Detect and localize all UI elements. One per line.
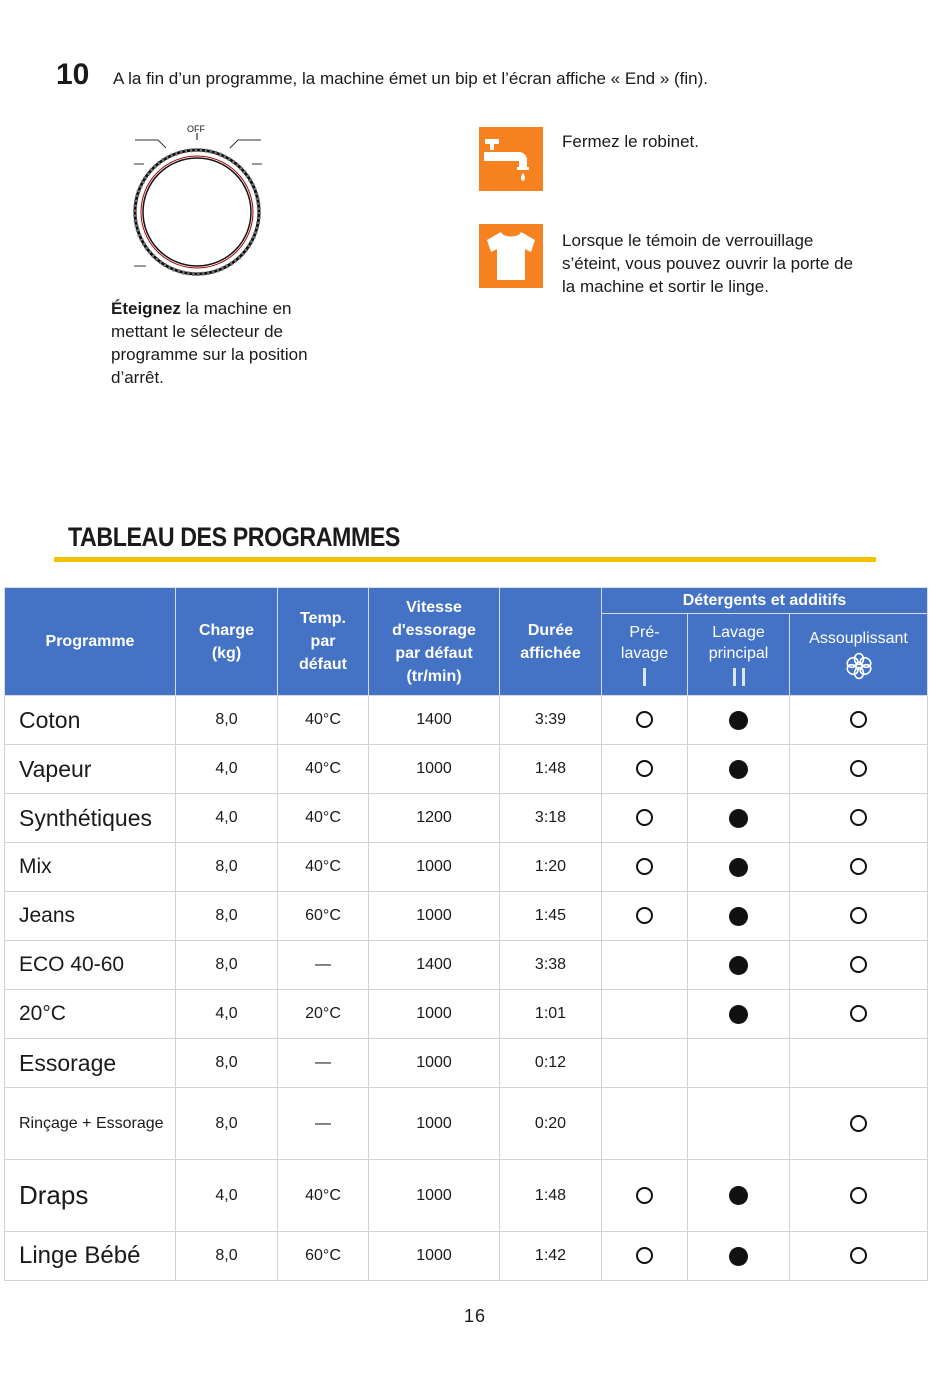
softener-cell bbox=[790, 1039, 928, 1088]
temp-cell: 40°C bbox=[278, 843, 369, 892]
speed-cell: 1000 bbox=[369, 990, 500, 1039]
speed-cell: 1000 bbox=[369, 1160, 500, 1232]
optional-circle-icon bbox=[850, 1247, 867, 1264]
programme-name: Vapeur bbox=[5, 745, 176, 794]
duration-cell: 1:48 bbox=[500, 1160, 602, 1232]
speed-cell: 1200 bbox=[369, 794, 500, 843]
col-header-softener: Assouplissant bbox=[790, 614, 928, 696]
duration-cell: 1:42 bbox=[500, 1232, 602, 1281]
tap-message: Fermez le robinet. bbox=[562, 132, 699, 151]
step-text: A la fin d’un programme, la machine émet un bip et l’écran affiche « End » (fin). bbox=[113, 69, 709, 88]
charge-cell: 4,0 bbox=[176, 1160, 278, 1232]
softener-cell bbox=[790, 990, 928, 1039]
temp-cell: 40°C bbox=[278, 745, 369, 794]
optional-circle-icon bbox=[850, 760, 867, 777]
duration-cell: 1:01 bbox=[500, 990, 602, 1039]
softener-cell bbox=[790, 941, 928, 990]
table-row bbox=[5, 990, 928, 1039]
optional-circle-icon bbox=[636, 760, 653, 777]
required-dot-icon bbox=[729, 809, 748, 828]
main-cell bbox=[688, 843, 790, 892]
temp-cell: — bbox=[278, 1088, 369, 1160]
main-cell bbox=[688, 892, 790, 941]
table-row bbox=[5, 941, 928, 990]
shirt-icon bbox=[479, 224, 543, 288]
optional-circle-icon bbox=[636, 1247, 653, 1264]
temp-cell: 40°C bbox=[278, 696, 369, 745]
duration-cell: 3:39 bbox=[500, 696, 602, 745]
table-row bbox=[5, 1160, 928, 1232]
program-table-body bbox=[5, 696, 928, 1281]
required-dot-icon bbox=[729, 907, 748, 926]
duration-cell: 3:38 bbox=[500, 941, 602, 990]
softener-cell bbox=[790, 745, 928, 794]
programme-name: Essorage bbox=[5, 1039, 176, 1088]
temp-cell: 40°C bbox=[278, 794, 369, 843]
step-number: 10 bbox=[56, 58, 90, 91]
charge-cell: 8,0 bbox=[176, 696, 278, 745]
prewash-cell bbox=[602, 990, 688, 1039]
optional-circle-icon bbox=[636, 711, 653, 728]
programme-name: ECO 40-60 bbox=[5, 941, 176, 990]
temp-cell: — bbox=[278, 941, 369, 990]
required-dot-icon bbox=[729, 760, 748, 779]
required-dot-icon bbox=[729, 858, 748, 877]
required-dot-icon bbox=[729, 956, 748, 975]
temp-cell: 60°C bbox=[278, 892, 369, 941]
softener-cell bbox=[790, 1160, 928, 1232]
speed-cell: 1400 bbox=[369, 941, 500, 990]
col-header-mainwash: Lavage principal bbox=[688, 614, 790, 696]
programme-name: Draps bbox=[5, 1160, 176, 1232]
prewash-cell bbox=[602, 1232, 688, 1281]
main-cell bbox=[688, 1160, 790, 1232]
charge-cell: 8,0 bbox=[176, 1039, 278, 1088]
prewash-cell bbox=[602, 794, 688, 843]
table-row bbox=[5, 892, 928, 941]
speed-cell: 1000 bbox=[369, 1039, 500, 1088]
prewash-cell bbox=[602, 696, 688, 745]
door-message: Lorsque le témoin de verrouillage s’éteint, vous pouvez ouvrir la porte de la machine et sortir le linge. bbox=[562, 231, 854, 296]
temp-cell: 20°C bbox=[278, 990, 369, 1039]
programme-name: 20°C bbox=[5, 990, 176, 1039]
temp-cell: 60°C bbox=[278, 1232, 369, 1281]
table-row bbox=[5, 1088, 928, 1160]
main-cell bbox=[688, 745, 790, 794]
section-title: TABLEAU DES PROGRAMMES bbox=[68, 522, 400, 552]
softener-cell bbox=[790, 892, 928, 941]
duration-cell: 3:18 bbox=[500, 794, 602, 843]
table-row bbox=[5, 1232, 928, 1281]
required-dot-icon bbox=[729, 1186, 748, 1205]
prewash-cell bbox=[602, 1088, 688, 1160]
charge-cell: 8,0 bbox=[176, 1088, 278, 1160]
optional-circle-icon bbox=[850, 711, 867, 728]
main-cell bbox=[688, 696, 790, 745]
optional-circle-icon bbox=[636, 1187, 653, 1204]
softener-cell bbox=[790, 794, 928, 843]
speed-cell: 1000 bbox=[369, 745, 500, 794]
table-row bbox=[5, 696, 928, 745]
prewash-cell bbox=[602, 1160, 688, 1232]
col-header-programme: Programme bbox=[5, 588, 176, 696]
page-number: 16 bbox=[463, 1306, 487, 1326]
table-row bbox=[5, 794, 928, 843]
speed-cell: 1000 bbox=[369, 892, 500, 941]
softener-cell bbox=[790, 843, 928, 892]
required-dot-icon bbox=[729, 711, 748, 730]
charge-cell: 4,0 bbox=[176, 745, 278, 794]
optional-circle-icon bbox=[850, 858, 867, 875]
main-cell bbox=[688, 1039, 790, 1088]
speed-cell: 1000 bbox=[369, 843, 500, 892]
flower-icon bbox=[844, 651, 874, 681]
main-cell bbox=[688, 990, 790, 1039]
prewash-cell bbox=[602, 745, 688, 794]
optional-circle-icon bbox=[636, 809, 653, 826]
col-header-prewash: Pré- lavage bbox=[602, 614, 688, 696]
compartment-i-icon bbox=[640, 666, 650, 688]
charge-cell: 8,0 bbox=[176, 843, 278, 892]
col-header-temp: Temp. par défaut bbox=[278, 588, 369, 696]
optional-circle-icon bbox=[636, 907, 653, 924]
optional-circle-icon bbox=[850, 956, 867, 973]
optional-circle-icon bbox=[850, 1115, 867, 1132]
title-underline bbox=[54, 557, 876, 562]
optional-circle-icon bbox=[850, 1005, 867, 1022]
programme-name: Jeans bbox=[5, 892, 176, 941]
col-header-detergents: Détergents et additifs bbox=[602, 588, 928, 614]
off-instruction bbox=[111, 297, 351, 389]
temp-cell: 40°C bbox=[278, 1160, 369, 1232]
program-table bbox=[4, 587, 928, 1281]
optional-circle-icon bbox=[636, 858, 653, 875]
prewash-cell bbox=[602, 892, 688, 941]
speed-cell: 1000 bbox=[369, 1232, 500, 1281]
softener-cell bbox=[790, 1088, 928, 1160]
table-row bbox=[5, 745, 928, 794]
main-cell bbox=[688, 1088, 790, 1160]
charge-cell: 8,0 bbox=[176, 892, 278, 941]
required-dot-icon bbox=[729, 1247, 748, 1266]
programme-name: Synthétiques bbox=[5, 794, 176, 843]
prewash-cell bbox=[602, 1039, 688, 1088]
programme-name: Linge Bébé bbox=[5, 1232, 176, 1281]
required-dot-icon bbox=[729, 1005, 748, 1024]
off-instruction-text: la machine en mettant le sélecteur de programme sur la position d’arrêt. bbox=[111, 299, 308, 387]
duration-cell: 1:45 bbox=[500, 892, 602, 941]
speed-cell: 1000 bbox=[369, 1088, 500, 1160]
temp-cell: — bbox=[278, 1039, 369, 1088]
softener-cell bbox=[790, 696, 928, 745]
tap-icon bbox=[479, 127, 543, 191]
duration-cell: 0:20 bbox=[500, 1088, 602, 1160]
off-instruction-bold: Éteignez bbox=[111, 299, 181, 318]
charge-cell: 4,0 bbox=[176, 990, 278, 1039]
optional-circle-icon bbox=[850, 907, 867, 924]
main-cell bbox=[688, 794, 790, 843]
charge-cell: 8,0 bbox=[176, 1232, 278, 1281]
main-cell bbox=[688, 1232, 790, 1281]
duration-cell: 1:20 bbox=[500, 843, 602, 892]
programme-name: Rinçage + Essorage bbox=[5, 1088, 176, 1160]
dial-icon bbox=[128, 120, 268, 280]
optional-circle-icon bbox=[850, 1187, 867, 1204]
col-header-duration: Durée affichée bbox=[500, 588, 602, 696]
duration-cell: 0:12 bbox=[500, 1039, 602, 1088]
dial-off-label: OFF bbox=[187, 124, 205, 134]
speed-cell: 1400 bbox=[369, 696, 500, 745]
duration-cell: 1:48 bbox=[500, 745, 602, 794]
prewash-cell bbox=[602, 843, 688, 892]
programme-name: Mix bbox=[5, 843, 176, 892]
table-row bbox=[5, 843, 928, 892]
compartment-ii-icon bbox=[730, 666, 748, 688]
charge-cell: 4,0 bbox=[176, 794, 278, 843]
main-cell bbox=[688, 941, 790, 990]
charge-cell: 8,0 bbox=[176, 941, 278, 990]
softener-cell bbox=[790, 1232, 928, 1281]
programme-name: Coton bbox=[5, 696, 176, 745]
optional-circle-icon bbox=[850, 809, 867, 826]
table-row bbox=[5, 1039, 928, 1088]
col-header-charge: Charge (kg) bbox=[176, 588, 278, 696]
prewash-cell bbox=[602, 941, 688, 990]
col-header-speed: Vitesse d'essorage par défaut (tr/min) bbox=[369, 588, 500, 696]
